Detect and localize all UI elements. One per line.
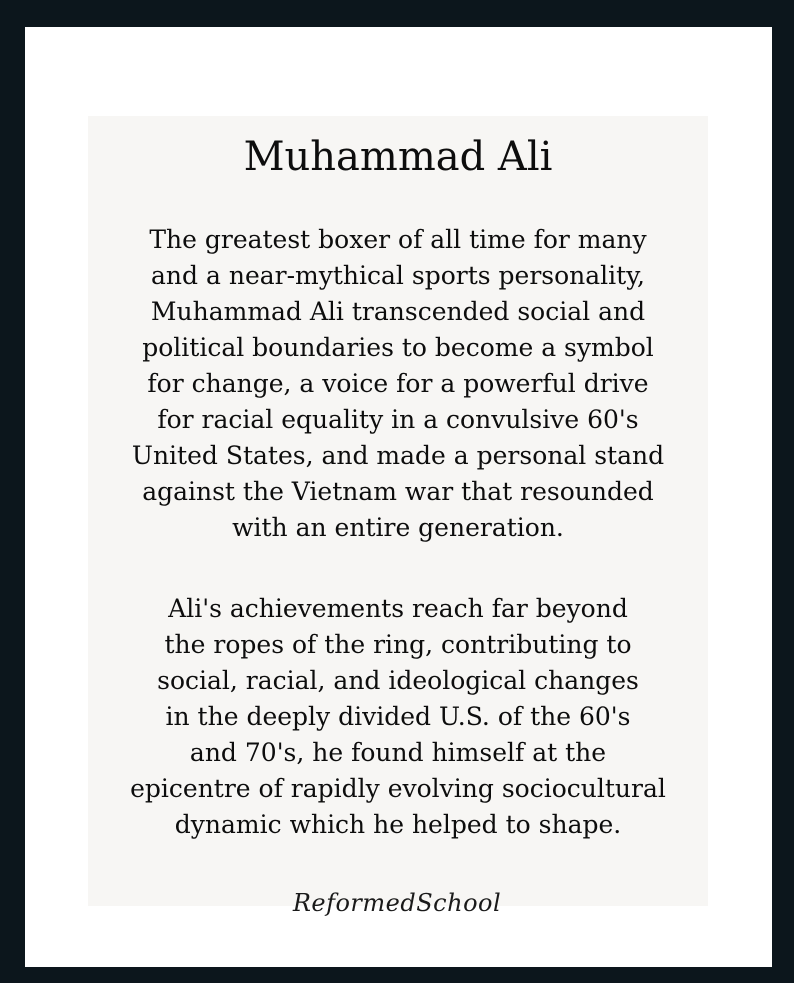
paragraph-line: Ali's achievements reach far beyond [168,594,628,623]
paragraph-line: dynamic which he helped to shape. [174,810,622,839]
brand-signature: ReformedSchool [292,889,502,917]
paragraph-line: political boundaries to become a symbol [142,333,654,362]
paragraph-line: in the deeply divided U.S. of the 60's [165,702,631,731]
paragraph-1 [68,222,728,546]
print-frame [25,27,772,967]
paragraph-line: with an entire generation. [232,513,564,542]
paragraph-line: for racial equality in a convulsive 60's [157,405,639,434]
paragraph-line: social, racial, and ideological changes [157,666,639,695]
paragraph-line: The greatest boxer of all time for many [149,225,647,254]
text-panel [88,116,708,906]
page-title: Muhammad Ali [243,134,553,180]
paragraph-line: the ropes of the ring, contributing to [164,630,632,659]
paragraph-line: against the Vietnam war that resounded [142,477,654,506]
paragraph-line: and 70's, he found himself at the [189,738,607,767]
paragraph-line: United States, and made a personal stand [131,441,665,470]
paragraph-line: Muhammad Ali transcended social and [150,297,646,326]
paragraph-2 [68,591,728,843]
paragraph-line: epicentre of rapidly evolving sociocultural [130,774,666,803]
paragraph-line: and a near-mythical sports personality, [151,261,645,290]
paragraph-line: for change, a voice for a powerful drive [147,369,649,398]
